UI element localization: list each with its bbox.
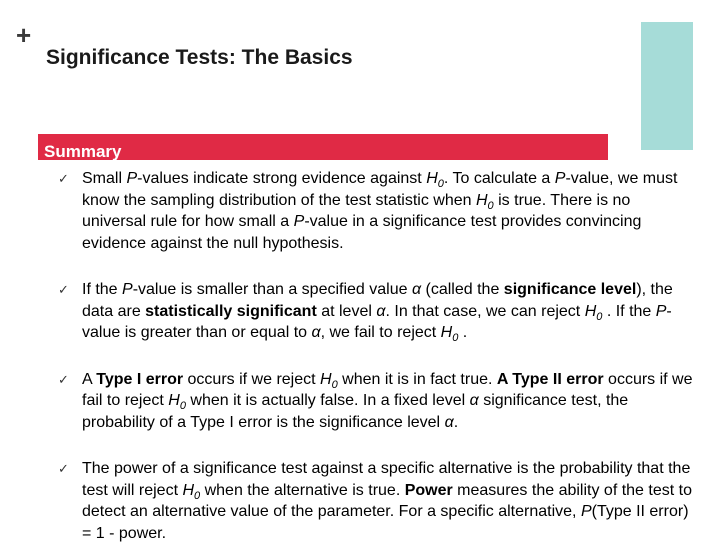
checkmark-icon: ✓ [58,282,69,297]
slide-title: Significance Tests: The Basics [46,46,353,69]
checkmark-icon: ✓ [58,171,69,186]
checkmark-icon: ✓ [58,371,69,387]
summary-bullet-list [58,168,698,544]
summary-header-bar [38,134,608,160]
decorative-teal-bar [641,22,693,150]
bullet-item-1: ✓ Small P-values indicate strong evidence against $H_0$. To calculate a P-value, we must know the sampling distribution of the test statistic when $H_0$ is true. There is no universal rule for how small a P-value in a significance test provides convincing evidence against the null hypothesis. [58,170,678,252]
summary-label: Summary [44,142,122,161]
bullet-item-3: ✓ A Type I error occurs if we reject $H_0$ when it is in fact true. A Type II error occurs if we fail to reject $H_0$ when it is actually false. In a fixed level α significance test, the probability of a Type I error is the significance level α. [58,370,693,431]
bullet-item-4: ✓ The power of a significance test against a specific alternative is the probability that the test will reject $H_0$ when the alternative is true. Power measures the ability of the test to detect an alternative value of the parameter. For a specific alternative, P(Type II error) = 1 - power. [58,460,692,542]
plus-icon: + [16,20,32,50]
bullet-item-2: ✓ If the P-value is smaller than a specified value α (called the significance level), the data are statistically significant at level α. In that case, we can reject $H_0$ . If the P-value is greater than or equal to α, we fail to reject $H_0$ . [58,281,673,345]
checkmark-icon: ✓ [58,461,69,476]
